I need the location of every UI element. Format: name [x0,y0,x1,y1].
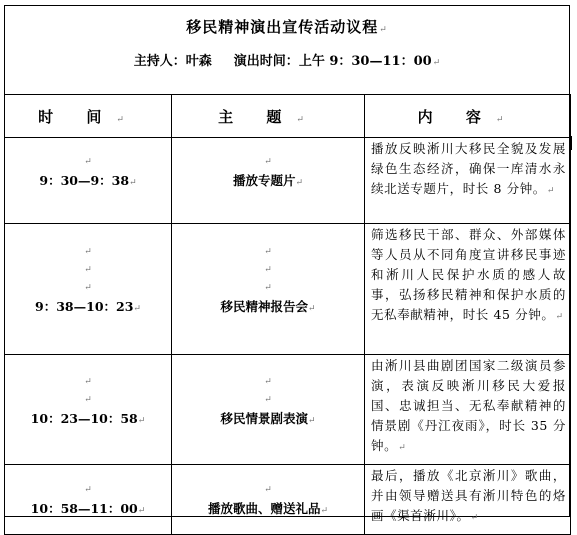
document-page [4,5,570,523]
row-time-cell: ↵ 9：30—9：38↵ [5,138,172,224]
agenda-meta [5,50,569,69]
host-label: 主持人： [133,54,186,69]
table-row [5,138,571,224]
row-time-cell: ↵ ↵ ↵ 9：38—10：23↵ [5,224,172,355]
row-theme-cell: ↵ ↵ 移民情景剧表演↵ [172,355,365,465]
table-row [5,224,571,355]
row-content-cell: 最后，播放《北京淅川》歌曲，并由领导赠送具有淅川特色的烙画《渠首淅川》。↵ [365,465,571,535]
table-header-row [5,95,571,138]
row-content-cell: 播放反映淅川大移民全貌及发展绿色生态经济，确保一库清水永续北送专题片，时长 8 分钟。↵ [365,138,571,224]
paragraph-mark-icon: ↵ [379,25,388,35]
row-time-cell: ↵ 10：58—11：00↵ [5,465,172,535]
column-header-content: 内 容↵ [365,95,571,138]
column-header-theme: 主 题↵ [172,95,365,138]
row-theme-cell: ↵ 播放专题片↵ [172,138,365,224]
document-title [5,16,569,37]
row-time-cell: ↵ ↵ 10：23—10：58↵ [5,355,172,465]
row-theme-cell: ↵ 播放歌曲、赠送礼品↵ [172,465,365,535]
paragraph-mark-icon: ↵ [432,58,441,68]
time-label: 演出时间： [233,54,299,69]
table-row [5,465,571,535]
text-cursor-marker [570,136,572,150]
row-content-cell: 由淅川县曲剧团国家二级演员参演，表演反映淅川移民大爱报国、忠诚担当、无私奉献精神的情景剧《丹江夜雨》，时长 35 分钟。↵ [365,355,571,465]
agenda-table [4,94,571,535]
row-theme-cell: ↵ ↵ ↵ 移民精神报告会↵ [172,224,365,355]
title-text: 移民精神演出宣传活动议程 [186,18,379,36]
row-content-cell: 筛选移民干部、群众、外部媒体等人员从不同角度宣讲移民事迹和淅川人民保护水质的感人故事，弘扬移民精神和保护水质的无私奉献精神，时长 45 分钟。↵ [365,224,571,355]
host-name: 叶森 [185,54,212,69]
table-row [5,355,571,465]
time-value: 上午 9：30—11：00 [298,54,432,69]
column-header-time: 时 间↵ [5,95,172,138]
